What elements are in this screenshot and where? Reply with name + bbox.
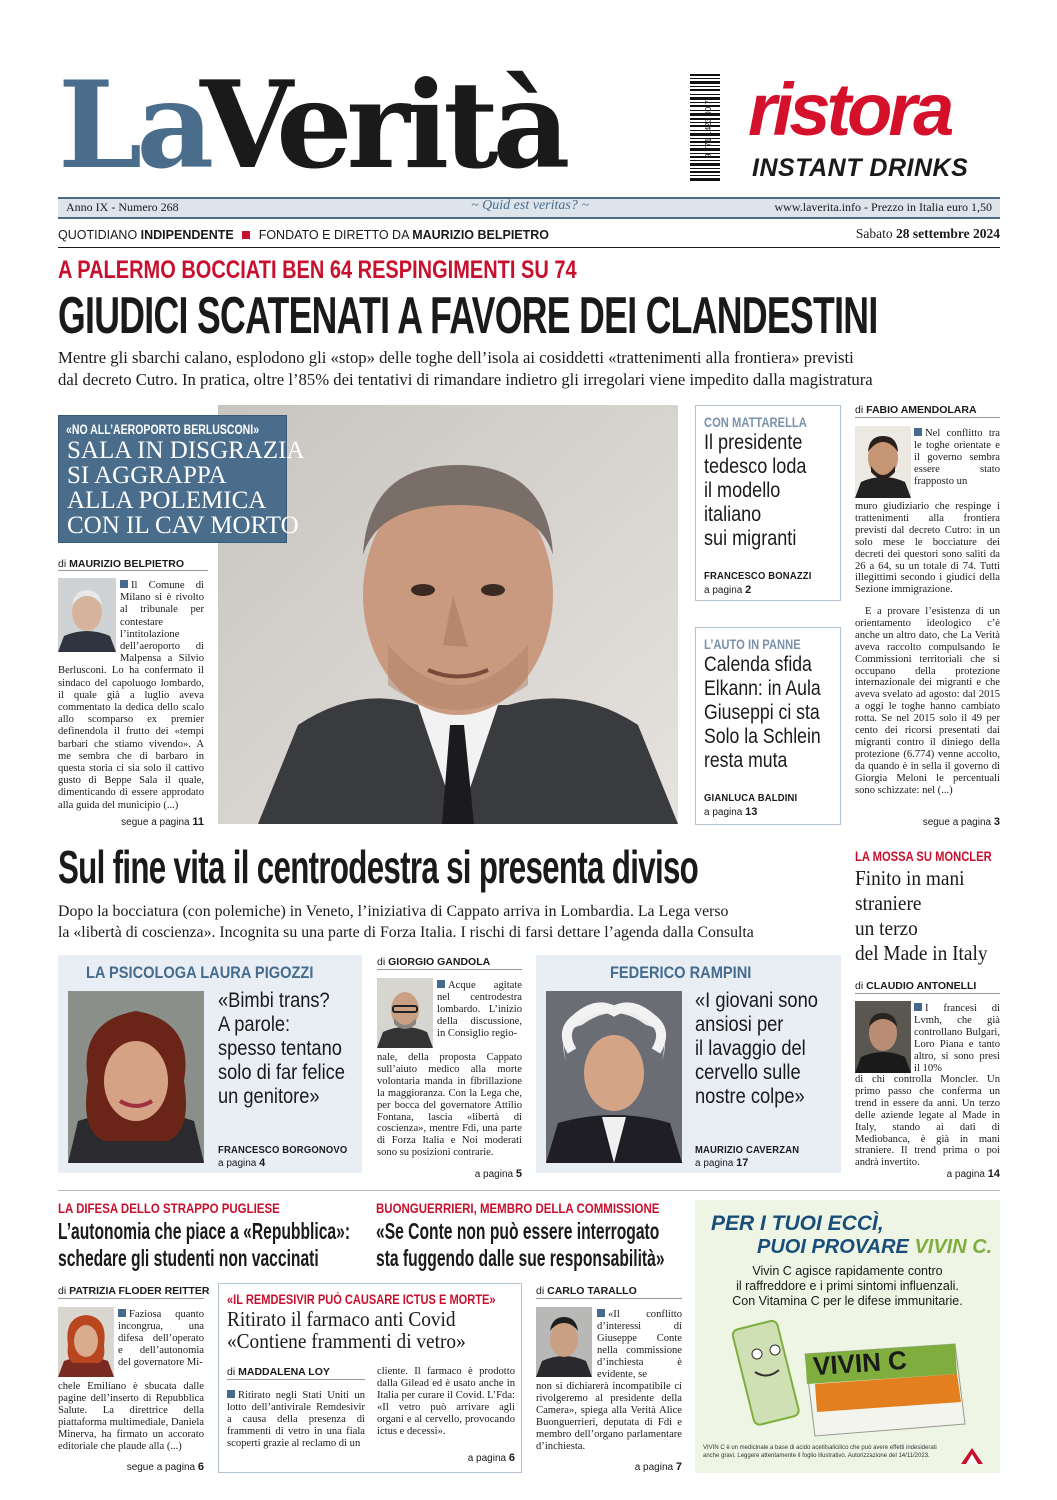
- autonomia-headline-line: L’autonomia che piace a «Repubblica»:: [58, 1218, 351, 1244]
- remdesivir-author: MADDALENA LOY: [238, 1366, 330, 1378]
- moncler-headline-line: Finito in mani: [855, 866, 965, 890]
- sala-headline-line: ALLA POLEMICA: [67, 487, 267, 514]
- rampini-headline-line: il lavaggio del: [695, 1037, 806, 1060]
- rampini-headline-line: «I giovani sono: [695, 989, 818, 1012]
- conte-headline-line: «Se Conte non può essere interrogato: [376, 1218, 660, 1244]
- rampini-page: 17: [736, 1157, 749, 1169]
- amendolara-portrait-image: [855, 426, 911, 498]
- mattarella-box: [695, 405, 841, 601]
- sala-seg-page: 11: [192, 816, 204, 828]
- conte-page: 7: [675, 1461, 682, 1473]
- masthead-rule: [58, 247, 1000, 248]
- vivin-headline-2: [757, 1236, 992, 1259]
- moncler-apag-label: a pagina: [946, 1169, 985, 1180]
- remdesivir-apag-label: a pagina: [467, 1453, 507, 1464]
- sala-headline-line: CON IL CAV MORTO: [67, 512, 299, 539]
- masthead-logo: [58, 55, 578, 196]
- conte-author: CARLO TARALLO: [547, 1285, 637, 1297]
- amendolara-body-top-text: Nel conflitto tra le toghe orientate e il governo sembra essere stato frapposto un: [914, 428, 1000, 488]
- amendolara-seg: [855, 816, 1000, 828]
- lead-deck-2: dal decreto Cutro. In pratica, oltre l’85% dei tentativi di rimandare indietro gli irregolari viene impedito dalla magistratura: [58, 370, 873, 389]
- remdesivir-headline-line: Ritirato il farmaco anti Covid: [227, 1307, 456, 1331]
- buonguerrieri-photo: [536, 1307, 592, 1377]
- pigozzi-portrait-image: [68, 991, 204, 1163]
- gandola-apag-label: a pagina: [474, 1169, 514, 1180]
- red-square-icon: [242, 231, 250, 239]
- sala-author: MAURIZIO BELPIETRO: [69, 558, 185, 570]
- calenda-headline-line: resta muta: [704, 749, 788, 772]
- conte-kicker: BUONGUERRIERI, MEMBRO DELLA COMMISSIONE: [376, 1200, 660, 1216]
- calenda-box: [695, 627, 841, 825]
- subtitle-quotidiano: QUOTIDIANO: [58, 228, 138, 242]
- remdesivir-byline-rule: [227, 1379, 365, 1380]
- calenda-apag: [704, 806, 757, 818]
- calenda-headline-line: Giuseppi ci sta: [704, 701, 820, 724]
- pigozzi-headline-line: A parole:: [218, 1013, 291, 1036]
- blue-square-icon: [227, 1390, 235, 1398]
- remdesivir-page: 6: [508, 1452, 515, 1464]
- lead-headline: GIUDICI SCATENATI A FAVORE DEI CLANDESTINI: [58, 287, 878, 345]
- floder-photo: [58, 1307, 114, 1377]
- lead-deck-1: Mentre gli sbarchi calano, esplodono gli «stop» delle toghe dell’isola ai cosiddetti «trattenimenti alla frontiera» previsti: [58, 348, 854, 367]
- blue-square-icon: [437, 980, 445, 988]
- autonomia-by: di: [58, 1285, 67, 1297]
- autonomia-seg: [58, 1461, 204, 1473]
- moncler-body-top-text: I francesi di Lvmh, che già controllano Bulgari, Loro Piana e tanto altro, si sono presi il 10%: [914, 1003, 1000, 1075]
- remdesivir-body-1-text: Ritirato negli Stati Uniti un lotto dell’antivirale Remdesivir a causa della presenza di frammenti di vetro in una fiala scoperti grazie al reclamo di un: [227, 1390, 365, 1449]
- finevita-deck-1: Dopo la bocciatura (con polemiche) in Veneto, l’iniziativa di Cappato arriva in Lombardia. La Lega verso: [58, 903, 729, 920]
- sala-seg-label: segue a pagina: [121, 817, 190, 828]
- date-day: Sabato: [855, 226, 893, 241]
- vivin-text-line: il raffreddore e i primi sintomi influenzali.: [736, 1279, 959, 1293]
- vivin-text-line: Con Vitamina C per le difese immunitarie.: [732, 1294, 963, 1308]
- moncler-byline: [855, 980, 976, 992]
- vivin-disclaimer: VIVIN C è un medicinale a base di acido acetilsalicilico che può avere effetti indesiderati anche gravi. Leggere attentamente il foglio illustrativo. Autorizzazione del 14/11/2023.: [703, 1445, 937, 1459]
- pigozzi-headline: [218, 989, 345, 1109]
- vivin-box-label: VIVIN C: [812, 1344, 908, 1382]
- calenda-kicker: L’AUTO IN PANNE: [704, 636, 801, 652]
- amendolara-byline-rule: [855, 417, 1000, 418]
- amendolara-body2: E a provare l’esistenza di un orientamento ideologico c’è anche un altro dato, che La Verità aveva raccolto compulsando le Commissioni territoriali che si occupano della protezione internazionale dei migranti e che aveva svelato ad agosto: dal 2015 a oggi le toghe hanno cambiato rotta. Se nel 2015 solo il 49 per cento dei ricorsi presentati dai migranti contro il diniego della protezione (6.774) venne accolto, da quando è in sella il governo di Giorgia Meloni le percentuali sono schizzate: nel (...): [855, 606, 1000, 796]
- autonomia-seg-page: 6: [197, 1461, 204, 1473]
- section-rule-bottom: [58, 1190, 1000, 1191]
- moncler-headline: [855, 866, 988, 966]
- vivin-headline-2-text: PUOI PROVARE: [757, 1236, 909, 1258]
- sala-headline-line: SI AGGRAPPA: [67, 462, 227, 489]
- subtitle-founded: FONDATO E DIRETTO DA: [258, 228, 409, 242]
- barcode-icon: [680, 70, 722, 188]
- sala-by: di: [58, 558, 67, 570]
- gandola-photo: [377, 978, 433, 1048]
- floder-portrait-image: [58, 1307, 114, 1377]
- subtitle-director: MAURIZIO BELPIETRO: [412, 228, 550, 242]
- sala-headline: [67, 438, 305, 538]
- mattarella-author: FRANCESCO BONAZZI: [704, 570, 812, 582]
- ristora-tagline: INSTANT DRINKS: [752, 154, 969, 182]
- calenda-headline-line: Calenda sfida: [704, 653, 812, 676]
- calenda-author: GIANLUCA BALDINI: [704, 792, 798, 804]
- blue-square-icon: [597, 1309, 605, 1317]
- calenda-headline-line: Elkann: in Aula: [704, 677, 821, 700]
- rampini-apag: [695, 1157, 748, 1169]
- blue-square-icon: [120, 580, 128, 588]
- sala-body: [58, 580, 204, 812]
- mattarella-headline-line: tedesco loda: [704, 455, 807, 478]
- moncler-headline-line: del Made in Italy: [855, 941, 988, 965]
- moncler-by: di: [855, 980, 864, 992]
- masthead-subtitle: [58, 228, 549, 242]
- antonelli-photo: [855, 1001, 911, 1073]
- conte-apag: [536, 1461, 682, 1473]
- autonomia-kicker: LA DIFESA DELLO STRAPPO PUGLIESE: [58, 1200, 280, 1216]
- amendolara-author: FABIO AMENDOLARA: [866, 404, 977, 416]
- moncler-headline-line: straniere: [855, 891, 922, 915]
- conte-body-top-text: «Il conflitto d’interessi di Giuseppe Conte nella commissione d’inchiesta è evidente, se: [597, 1309, 682, 1380]
- moncler-kicker: LA MOSSA SU MONCLER: [855, 848, 992, 864]
- gandola-body-top: [437, 980, 522, 1040]
- rampini-headline: [695, 989, 818, 1109]
- masthead-title-verita: Verità: [200, 55, 565, 196]
- motto-ornament-left: ~: [471, 198, 483, 213]
- moncler-byline-rule: [855, 993, 1000, 994]
- sala-byline: [58, 558, 184, 570]
- barcode: [680, 70, 722, 188]
- pigozzi-headline-line: un genitore»: [218, 1085, 320, 1108]
- mattarella-kicker: CON MATTARELLA: [704, 414, 807, 430]
- conte-apag-label: a pagina: [634, 1462, 674, 1473]
- autonomia-body: chele Emiliano è sbucata dalle pagine dell’inserto di Repubblica Salute. La direttrice della piattaforma multimediale, Daniela Minerva, ha firmato un accorato editoriale che plaude alla (...): [58, 1381, 204, 1452]
- subtitle-indipendente: INDIPENDENTE: [140, 228, 234, 242]
- conte-byline-rule: [536, 1298, 682, 1299]
- mattarella-page: 2: [745, 584, 752, 596]
- sala-seg: [58, 816, 204, 828]
- remdesivir-kicker: «IL REMDESIVIR PUÒ CAUSARE ICTUS E MORTE»: [227, 1292, 496, 1307]
- conte-body: non si dichiarerà incompatibile ci rivolgeremo al presidente della Camera», spiega alla Verità Alice Buonguerrieri, deputata di Fdi e membro dell’organo parlamentare d’inchiesta.: [536, 1381, 682, 1452]
- mattarella-headline-line: italiano: [704, 503, 762, 526]
- finevita-headline: Sul fine vita il centrodestra si presenta diviso: [58, 841, 699, 893]
- motto-text: Quid est veritas?: [482, 198, 578, 213]
- autonomia-headline-line: schedare gli studenti non vaccinati: [58, 1245, 319, 1271]
- vivin-ad: [695, 1200, 1000, 1473]
- gandola-author: GIORGIO GANDOLA: [388, 956, 491, 968]
- site-price: www.laverita.info - Prezzo in Italia euro 1,50: [774, 200, 992, 214]
- calenda-headline-line: Solo la Schlein: [704, 725, 821, 748]
- remdesivir-box: [218, 1283, 522, 1473]
- sala-body-text: Il Comune di Milano si è rivolto al tribunale per contestare l’intitolazione dell’aeroporto di Malpensa a Silvio Berlusconi. Lo ha confermato il sindaco del capoluogo lombardo, il quale già a luglio aveva commentato la dedica dello scalo allo scomparso ex premier definendola il frutto dei «tempi barbari che stiamo vivendo». A me sembra che di barbaro in questa storia ci sia solo il cattivo gusto di Beppe Sala il quale, dimenticando di essere approdato alla guida del municipio (...): [58, 580, 204, 811]
- moncler-author: CLAUDIO ANTONELLI: [866, 980, 977, 992]
- gandola-portrait-image: [377, 978, 433, 1048]
- vivin-mascot-icon: [732, 1320, 800, 1426]
- moncler-body-top: [914, 1003, 1000, 1076]
- remdesivir-by: di: [227, 1366, 236, 1378]
- mattarella-headline-line: Il presidente: [704, 431, 803, 454]
- mattarella-apag-label: a pagina: [704, 585, 743, 596]
- lead-kicker: A PALERMO BOCCIATI BEN 64 RESPINGIMENTI SU 74: [58, 256, 577, 284]
- pigozzi-headline-line: «Bimbi trans?: [218, 989, 330, 1012]
- remdesivir-apag: [377, 1452, 515, 1464]
- rampini-apag-label: a pagina: [695, 1158, 734, 1169]
- gandola-body: nale, della proposta Cappato sull’aiuto medico alla morte volontaria manda in fibrillazione la maggioranza. Con la Lega che, per bocca del governatore Attilio Fontana, lascia «libertà di coscienza», mentre Fdi, una parte di Forza Italia e Noi moderati sono su posizioni contrarie.: [377, 1052, 522, 1159]
- moncler-apag: [855, 1168, 1000, 1180]
- pigozzi-apag: [218, 1157, 265, 1169]
- amendolara-by: di: [855, 404, 864, 416]
- masthead-date: [760, 226, 1000, 242]
- mattarella-headline-line: il modello: [704, 479, 781, 502]
- amendolara-seg-page: 3: [993, 816, 1000, 828]
- autonomia-seg-label: segue a pagina: [126, 1462, 196, 1473]
- barcode-number: 9 771 1423 00 7: [704, 100, 713, 158]
- blue-square-icon: [914, 428, 922, 436]
- moncler-body: di chi controlla Moncler. Un primo passo che conferma un trend in essere da anni. Un terzo delle aziende legate al Made in Italy, stando ai dati di Mediobanca, è già in mani straniere. Il trend prima o poi andrà invertito.: [855, 1074, 1000, 1169]
- pigozzi-kicker: LA PSICOLOGA LAURA PIGOZZI: [86, 963, 314, 982]
- remdesivir-byline: [227, 1366, 330, 1378]
- amendolara-body-top: [914, 428, 1000, 488]
- calenda-apag-label: a pagina: [704, 807, 743, 818]
- ristora-ad: [748, 70, 1000, 188]
- pigozzi-headline-line: spesso tentano: [218, 1037, 342, 1060]
- moncler-headline-line: un terzo: [855, 916, 918, 940]
- sala-photo-spacer: [58, 580, 120, 654]
- rampini-headline-line: cervello sulle: [695, 1061, 801, 1084]
- sala-kicker: «NO ALL’AEROPORTO BERLUSCONI»: [66, 422, 260, 437]
- finevita-deck-2: la «libertà di coscienza». Incognita su una parte di Forza Italia. I rischi di farsi dettare l’agenda dalla Consulta: [58, 924, 754, 941]
- gandola-byline-rule: [377, 969, 522, 970]
- gandola-page: 5: [515, 1168, 522, 1180]
- vivin-headline-1: PER I TUOI ECCÌ,: [711, 1212, 884, 1235]
- antonelli-portrait-image: [855, 1001, 911, 1073]
- date-value: 28 settembre 2024: [896, 226, 1000, 241]
- conte-by: di: [536, 1285, 545, 1297]
- conte-byline: [536, 1285, 637, 1297]
- autonomia-body-top-text: Faziosa quanto incongrua, una difesa dell’operato e dell’autonomia del governatore Mi-: [118, 1309, 204, 1368]
- buonguerrieri-portrait-image: [536, 1307, 592, 1377]
- sala-byline-rule: [58, 570, 208, 571]
- remdesivir-body-2: cliente. Il farmaco è prodotto dalla Gilead ed è usato anche in Italia per curare il Covid. L’Fda: «Il vetro può arrivare agli organi e al cervello, provocando ictus e decessi».: [377, 1366, 515, 1437]
- motto-ornament-right: ~: [577, 198, 589, 213]
- motto: [440, 198, 620, 214]
- mattarella-headline-line: sui migranti: [704, 527, 797, 550]
- gandola-byline: [377, 956, 490, 968]
- gandola-body-top-text: Acque agitate nel centrodestra lombardo. L’inizio della discussione, in Consiglio regio-: [437, 980, 522, 1039]
- pigozzi-page: 4: [259, 1157, 266, 1169]
- rampini-author: MAURIZIO CAVERZAN: [695, 1144, 800, 1156]
- calenda-headline: [704, 653, 821, 773]
- rampini-box: [536, 955, 841, 1173]
- pigozzi-author: FRANCESCO BORGONOVO: [218, 1144, 348, 1156]
- menarini-logo-icon: [957, 1446, 987, 1466]
- blue-square-icon: [118, 1309, 126, 1317]
- autonomia-byline: [58, 1285, 210, 1297]
- conte-headline: [376, 1218, 665, 1272]
- conte-body-top: [597, 1309, 682, 1380]
- rampini-portrait-image: [546, 991, 682, 1163]
- gandola-apag: [377, 1168, 522, 1180]
- pigozzi-headline-line: solo di far felice: [218, 1061, 345, 1084]
- rampini-headline-line: ansiosi per: [695, 1013, 784, 1036]
- amendolara-byline: [855, 404, 977, 416]
- autonomia-headline: [58, 1218, 350, 1272]
- pigozzi-photo: [68, 991, 204, 1163]
- rampini-headline-line: nostre colpe»: [695, 1085, 805, 1108]
- issue-number: Anno IX - Numero 268: [66, 200, 179, 214]
- vivin-text: [695, 1264, 1000, 1309]
- amendolara-body: muro giudiziario che respinge i trattenimenti alla frontiera previsti dal decreto Cutro: in un solo mese le bocciature dei decreti dei questori sono saliti da 26 a 64, su un totale di 74. Tutti illegittimi secondo i giudici della Sezione immigrazione.: [855, 501, 1000, 596]
- amendolara-seg-label: segue a pagina: [922, 817, 992, 828]
- remdesivir-headline-line: «Contiene frammenti di vetro»: [227, 1329, 466, 1353]
- blue-square-icon: [914, 1003, 922, 1011]
- mattarella-headline: [704, 431, 806, 551]
- rampini-kicker: FEDERICO RAMPINI: [610, 963, 752, 982]
- calenda-page: 13: [745, 806, 758, 818]
- masthead-title-la: La: [58, 55, 209, 196]
- remdesivir-headline: [227, 1308, 466, 1352]
- pigozzi-box: [58, 955, 362, 1173]
- vivin-brand: VIVIN C.: [914, 1236, 993, 1258]
- pigozzi-apag-label: a pagina: [218, 1158, 257, 1169]
- autonomia-author: PATRIZIA FLODER REITTER: [69, 1285, 210, 1297]
- ristora-brand: ristora: [748, 68, 951, 151]
- conte-headline-line: sta fuggendo dalle sue responsabilità»: [376, 1245, 665, 1271]
- sala-headline-line: SALA IN DISGRAZIA: [67, 437, 305, 464]
- remdesivir-body-1: [227, 1390, 365, 1450]
- gandola-by: di: [377, 956, 386, 968]
- amendolara-photo: [855, 426, 911, 498]
- autonomia-body-top: [118, 1309, 204, 1369]
- vivin-text-line: Vivin C agisce rapidamente contro: [752, 1264, 943, 1278]
- rampini-photo: [546, 991, 682, 1163]
- sala-box: [58, 415, 305, 543]
- mattarella-apag: [704, 584, 751, 596]
- moncler-page: 14: [987, 1168, 1000, 1180]
- autonomia-byline-rule: [58, 1298, 204, 1299]
